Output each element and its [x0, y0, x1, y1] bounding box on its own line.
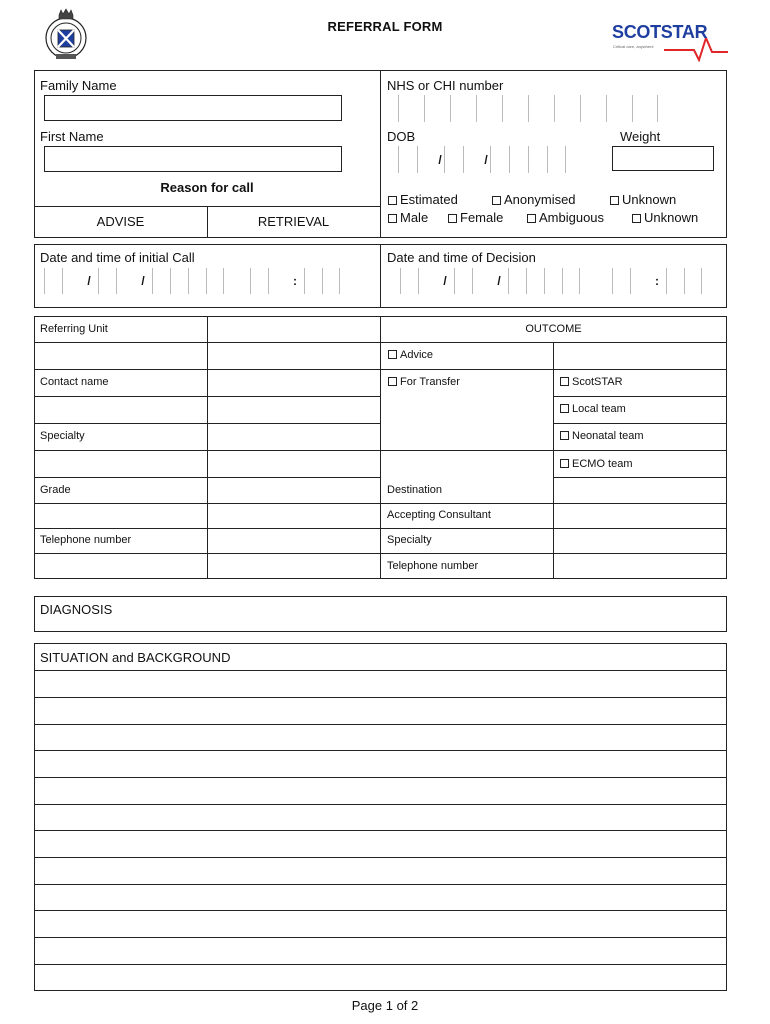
divider [207, 316, 208, 579]
reason-for-call-label: Reason for call [160, 180, 254, 195]
specialty-label: Specialty [40, 430, 85, 442]
referring-unit-label: Referring Unit [40, 323, 108, 335]
initial-call-date-input[interactable]: / / [44, 268, 224, 294]
divider [34, 369, 727, 370]
nhs-number-input[interactable] [398, 95, 658, 122]
divider [553, 477, 727, 478]
police-crest-logo [44, 8, 88, 60]
decision-label: Date and time of Decision [387, 250, 536, 265]
family-name-input[interactable] [44, 95, 342, 121]
transfer-local-team-checkbox[interactable]: Local team [560, 403, 626, 415]
form-title: REFERRAL FORM [327, 19, 443, 34]
ruled-line [34, 830, 727, 831]
destination-specialty-label: Specialty [387, 534, 432, 546]
situation-background-field[interactable] [34, 643, 727, 991]
outcome-for-transfer-checkbox[interactable]: For Transfer [388, 376, 460, 388]
scotstar-tagline: Critical care, anywhere [613, 44, 654, 49]
destination-label: Destination [387, 484, 443, 496]
situation-background-label: SITUATION and BACKGROUND [40, 650, 231, 665]
page-number: Page 1 of 2 [351, 998, 419, 1013]
divider [34, 553, 727, 554]
ruled-line [34, 777, 727, 778]
outcome-header: OUTCOME [525, 323, 582, 335]
first-name-input[interactable] [44, 146, 342, 172]
outcome-advice-checkbox[interactable]: Advice [388, 349, 433, 361]
decision-date-input[interactable]: / / [400, 268, 580, 294]
telephone-number-label: Telephone number [40, 534, 132, 546]
divider [553, 396, 727, 397]
weight-unknown-checkbox[interactable]: Unknown [610, 192, 676, 207]
divider [34, 423, 380, 424]
weight-estimated-checkbox[interactable]: Estimated [388, 192, 458, 207]
ruled-line [34, 670, 727, 671]
diagnosis-label: DIAGNOSIS [40, 602, 113, 617]
ruled-line [34, 857, 727, 858]
initial-call-time-input[interactable]: : [250, 268, 340, 294]
sex-female-checkbox[interactable]: Female [448, 210, 503, 225]
divider [34, 477, 380, 478]
initial-call-label: Date and time of initial Call [40, 250, 195, 265]
sex-ambiguous-checkbox[interactable]: Ambiguous [527, 210, 604, 225]
divider [34, 396, 380, 397]
ruled-line [34, 937, 727, 938]
transfer-neonatal-team-checkbox[interactable]: Neonatal team [560, 430, 644, 442]
family-name-label: Family Name [40, 78, 117, 93]
divider [380, 244, 381, 308]
decision-time-input[interactable]: : [612, 268, 702, 294]
nhs-number-label: NHS or CHI number [387, 78, 504, 93]
accepting-consultant-label: Accepting Consultant [387, 509, 491, 521]
ruled-line [34, 910, 727, 911]
reason-retrieval-option[interactable]: RETRIEVAL [257, 214, 330, 229]
destination-telephone-label: Telephone number [387, 560, 479, 572]
ruled-line [34, 884, 727, 885]
divider [34, 342, 727, 343]
scotstar-logo-text: SCOTSTAR [612, 22, 708, 42]
weight-input[interactable] [612, 146, 714, 171]
ruled-line [34, 750, 727, 751]
ruled-line [34, 724, 727, 725]
divider [34, 450, 727, 451]
first-name-label: First Name [40, 129, 104, 144]
divider [34, 528, 727, 529]
sex-unknown-checkbox[interactable]: Unknown [632, 210, 698, 225]
ruled-line [34, 697, 727, 698]
divider [553, 342, 554, 579]
transfer-scotstar-checkbox[interactable]: ScotSTAR [560, 376, 623, 388]
ruled-line [34, 804, 727, 805]
dob-label: DOB [387, 129, 416, 144]
contact-name-label: Contact name [40, 376, 109, 388]
divider [34, 503, 727, 504]
transfer-ecmo-team-checkbox[interactable]: ECMO team [560, 458, 633, 470]
reason-advise-option[interactable]: ADVISE [96, 214, 145, 229]
ruled-line [34, 964, 727, 965]
weight-anonymised-checkbox[interactable]: Anonymised [492, 192, 576, 207]
divider [380, 70, 381, 238]
sex-male-checkbox[interactable]: Male [388, 210, 428, 225]
divider [553, 423, 727, 424]
grade-label: Grade [40, 484, 71, 496]
scotstar-logo [610, 20, 728, 64]
weight-label: Weight [620, 129, 661, 144]
divider [380, 316, 381, 579]
diagnosis-field[interactable] [34, 596, 727, 632]
dob-input[interactable]: / / [398, 146, 566, 173]
